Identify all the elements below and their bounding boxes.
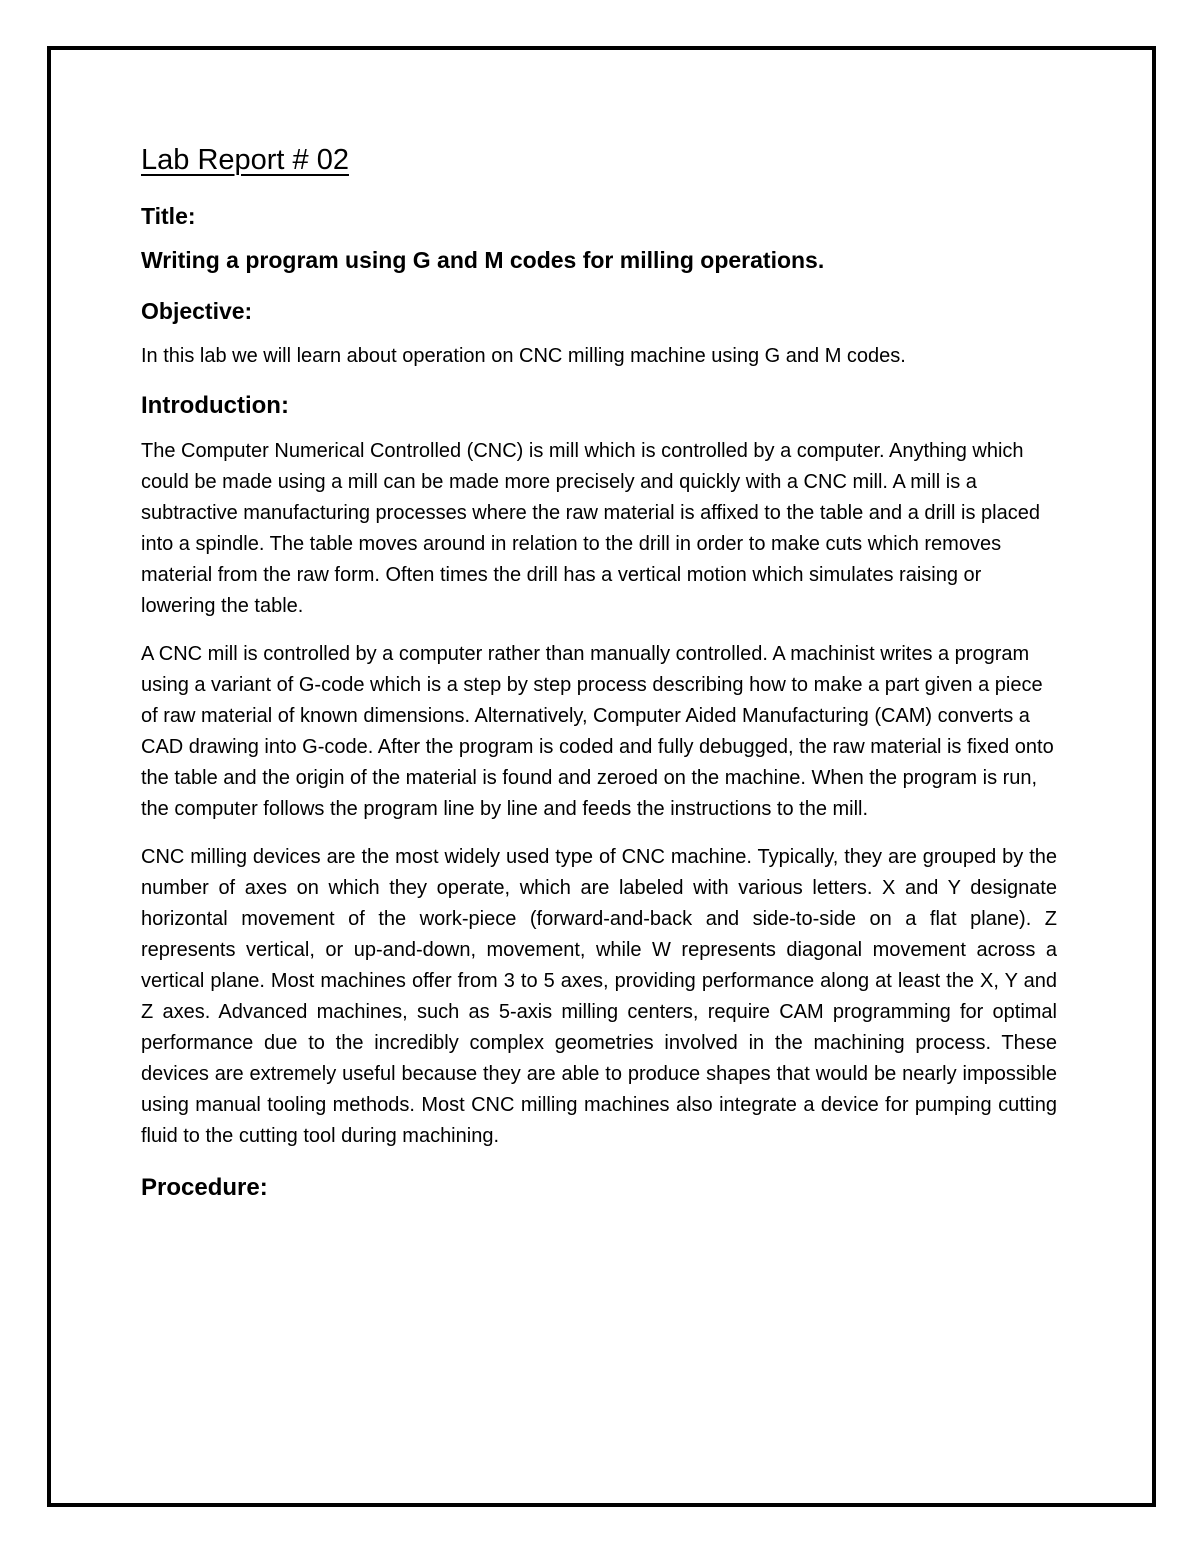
procedure-label: Procedure:: [141, 1174, 268, 1201]
introduction-paragraph-2: A CNC mill is controlled by a computer rather than manually controlled. A machinist writes a program using a variant of G-code which is a step by step process describing how to make a part given a piece of raw material of known dimensions. Alternatively, Computer Aided Manufacturing (CAM) converts a CAD drawing into G-code. After the program is coded and fully debugged, the raw material is fixed onto the table and the origin of the material is found and zeroed on the machine. When the program is run, the computer follows the program line by line and feeds the instructions to the mill.: [141, 643, 1054, 820]
introduction-paragraph-1: The Computer Numerical Controlled (CNC) is mill which is controlled by a computer. Anything which could be made using a mill can be made more precisely and quickly with a CNC mill. A mill is a subtractive manufacturing processes where the raw material is affixed to the table and a drill is placed into a spindle. The table moves around in relation to the drill in order to make cuts which removes material from the raw form. Often times the drill has a vertical motion which simulates raising or lowering the table.: [141, 440, 1040, 617]
title-text: Writing a program using G and M codes for milling operations.: [141, 247, 825, 273]
objective-text: In this lab we will learn about operation on CNC milling machine using G and M codes.: [141, 345, 906, 367]
title-label: Title:: [141, 203, 196, 229]
introduction-label: Introduction:: [141, 392, 289, 419]
report-heading: Lab Report # 02: [141, 144, 349, 176]
document-body: [141, 140, 1057, 1218]
introduction-paragraph-3: CNC milling devices are the most widely used type of CNC machine. Typically, they are grouped by the number of axes on which they operate, which are labeled with various letters. X and Y designate horizontal movement of the work-piece (forward-and-back and side-to-side on a flat plane). Z represents vertical, or up-and-down, movement, while W represents diagonal movement across a vertical plane. Most machines offer from 3 to 5 axes, providing performance along at least the X, Y and Z axes. Advanced machines, such as 5-axis milling centers, require CAM programming for optimal performance due to the incredibly complex geometries involved in the machining process. These devices are extremely useful because they are able to produce shapes that would be nearly impossible using manual tooling methods. Most CNC milling machines also integrate a device for pumping cutting fluid to the cutting tool during machining.: [141, 846, 1057, 1147]
objective-label: Objective:: [141, 298, 253, 324]
